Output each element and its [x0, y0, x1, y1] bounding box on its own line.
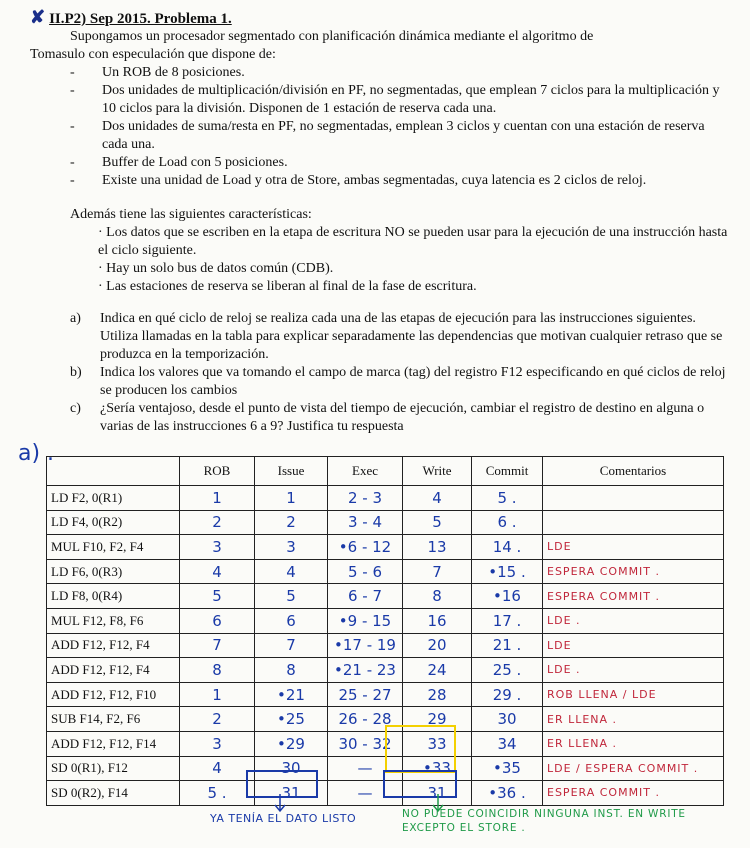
- instruction-args: F8, 0(R4): [71, 588, 123, 604]
- instruction-op: SUB: [51, 711, 77, 727]
- header-write: Write: [403, 457, 472, 486]
- write-cell: 13: [403, 535, 472, 560]
- instruction-op: MUL: [51, 612, 80, 628]
- question-label: a): [70, 311, 81, 326]
- commit-cell: 17 .: [472, 608, 543, 633]
- highlight-yellow-box: [385, 725, 456, 773]
- commit-cell: 34: [472, 731, 543, 756]
- instruction-args: F12, F8, F6: [82, 612, 144, 628]
- instruction-cell: [47, 707, 180, 732]
- table-row: [47, 584, 724, 609]
- questions-list: [30, 310, 730, 436]
- question-text: Indica los valores que va tomando el campo de marca (tag) del registro F12 especificando en qué ciclos de reloj se producen los cambios: [100, 365, 726, 398]
- table-row: [47, 510, 724, 535]
- rob-cell: 1: [180, 682, 255, 707]
- header-exec: Exec: [328, 457, 403, 486]
- rob-cell: 5: [180, 584, 255, 609]
- table-row: [47, 682, 724, 707]
- spec-item: - Dos unidades de suma/resta en PF, no segmentadas, emplean 3 ciclos y cuentan con una estación de reserva cada una.: [70, 118, 730, 154]
- exec-cell: 3 - 4: [328, 510, 403, 535]
- issue-cell: 6: [255, 608, 328, 633]
- comment-cell: ROB LLENA / LDE: [543, 682, 724, 707]
- exec-cell: —: [328, 781, 403, 806]
- issue-cell: •29: [255, 731, 328, 756]
- instruction-cell: [47, 584, 180, 609]
- rob-cell: 4: [180, 756, 255, 781]
- instruction-args: F12, F12, F14: [82, 735, 157, 751]
- instruction-args: F2, 0(R1): [71, 489, 123, 505]
- note-data-ready: YA TENÍA EL DATO LISTO: [210, 812, 357, 825]
- exec-cell: 26 - 28: [328, 707, 403, 732]
- exec-cell: •17 - 19: [328, 633, 403, 658]
- instruction-cell: [47, 756, 180, 781]
- instruction-op: ADD: [51, 735, 80, 751]
- commit-cell: 29 .: [472, 682, 543, 707]
- question-label: c): [70, 401, 81, 416]
- write-cell: •33: [403, 756, 472, 781]
- spec-item: - Buffer de Load con 5 posiciones.: [70, 154, 730, 172]
- commit-cell: 5 .: [472, 486, 543, 511]
- comment-cell: [543, 486, 724, 511]
- issue-cell: 7: [255, 633, 328, 658]
- comment-cell: ESPERA COMMIT .: [543, 781, 724, 806]
- instruction-cell: [47, 510, 180, 535]
- comment-cell: LDE .: [543, 608, 724, 633]
- answer-label: a) .: [18, 441, 55, 466]
- header-instruction: [47, 457, 180, 486]
- commit-cell: •15 .: [472, 559, 543, 584]
- commit-cell: •16: [472, 584, 543, 609]
- commit-cell: 21 .: [472, 633, 543, 658]
- header-issue: Issue: [255, 457, 328, 486]
- comment-cell: LDE .: [543, 658, 724, 683]
- features-title: Además tiene las siguientes características:: [70, 207, 312, 222]
- instruction-cell: [47, 731, 180, 756]
- issue-cell: 30: [255, 756, 328, 781]
- instruction-cell: [47, 633, 180, 658]
- rob-cell: 6: [180, 608, 255, 633]
- problem-statement: [30, 8, 730, 436]
- issue-cell: 31: [255, 781, 328, 806]
- rob-cell: 1: [180, 486, 255, 511]
- issue-cell: 3: [255, 535, 328, 560]
- exec-cell: •21 - 23: [328, 658, 403, 683]
- instruction-cell: [47, 608, 180, 633]
- instruction-op: ADD: [51, 686, 80, 702]
- intro-line-2: Tomasulo con especulación que dispone de:: [30, 47, 276, 62]
- instruction-op: SD: [51, 784, 68, 800]
- write-cell: 7: [403, 559, 472, 584]
- instruction-args: F6, 0(R3): [71, 563, 123, 579]
- issue-cell: 1: [255, 486, 328, 511]
- instruction-args: F12, F12, F4: [82, 661, 150, 677]
- question-text: ¿Sería ventajoso, desde el punto de vista del tiempo de ejecución, cambiar el registro de destino en alguna o varias de las instrucciones 6 a 9? Justifica tu respuesta: [100, 401, 705, 434]
- question-text: Indica en qué ciclo de reloj se realiza cada una de las etapas de ejecución para las instrucciones siguientes. Utiliza llamadas en la tabla para explicar separadamente las dependencias que motivan cualquier retraso que se produzca en la temporización.: [100, 311, 723, 362]
- question-a: [70, 310, 730, 364]
- issue-cell: 2: [255, 510, 328, 535]
- spec-list: [30, 64, 730, 190]
- features-list: [98, 224, 730, 296]
- arrow-down-icon: [270, 794, 290, 814]
- write-cell: 31: [403, 781, 472, 806]
- question-label: b): [70, 365, 82, 380]
- exec-cell: 2 - 3: [328, 486, 403, 511]
- write-cell: 24: [403, 658, 472, 683]
- issue-cell: 5: [255, 584, 328, 609]
- instruction-cell: [47, 781, 180, 806]
- comment-cell: LDE: [543, 633, 724, 658]
- intro-line-1: Supongamos un procesador segmentado con planificación dinámica mediante el algoritmo de: [70, 29, 594, 44]
- comment-cell: ESPERA COMMIT .: [543, 559, 724, 584]
- commit-cell: 30: [472, 707, 543, 732]
- instruction-op: LD: [51, 489, 69, 505]
- instruction-args: F4, 0(R2): [71, 514, 123, 530]
- instruction-args: F12, F12, F4: [82, 637, 150, 653]
- commit-cell: 6 .: [472, 510, 543, 535]
- header-commit: Commit: [472, 457, 543, 486]
- instruction-op: ADD: [51, 637, 80, 653]
- table-header-row: [47, 457, 724, 486]
- commit-cell: 25 .: [472, 658, 543, 683]
- feature-item: · Los datos que se escriben en la etapa de escritura NO se pueden usar para la ejecución de una instrucción hasta el ciclo siguiente.: [98, 225, 728, 258]
- rob-cell: 3: [180, 731, 255, 756]
- exec-cell: •6 - 12: [328, 535, 403, 560]
- issue-cell: •25: [255, 707, 328, 732]
- exec-cell: •9 - 15: [328, 608, 403, 633]
- feature-item: · Hay un solo bus de datos común (CDB).: [98, 261, 334, 276]
- write-cell: 5: [403, 510, 472, 535]
- instruction-op: LD: [51, 514, 69, 530]
- instruction-args: F12, F12, F10: [82, 686, 157, 702]
- instruction-op: MUL: [51, 538, 80, 554]
- exec-cell: —: [328, 756, 403, 781]
- instruction-cell: [47, 658, 180, 683]
- issue-cell: 4: [255, 559, 328, 584]
- header-rob: ROB: [180, 457, 255, 486]
- rob-cell: 3: [180, 535, 255, 560]
- rob-cell: 5 .: [180, 781, 255, 806]
- comment-cell: LDE: [543, 535, 724, 560]
- question-b: [70, 364, 730, 400]
- instruction-op: LD: [51, 563, 69, 579]
- problem-title-text: II.P2) Sep 2015. Problema 1.: [49, 11, 232, 27]
- spec-item: - Dos unidades de multiplicación/división en PF, no segmentadas, que emplean 7 ciclos para la multiplicación y 10 ciclos para la división. Disponen de 1 estación de reserva cada una.: [70, 82, 730, 118]
- comment-cell: ER LLENA .: [543, 731, 724, 756]
- instruction-cell: [47, 535, 180, 560]
- write-cell: 28: [403, 682, 472, 707]
- commit-cell: •35: [472, 756, 543, 781]
- problem-title: [30, 8, 730, 28]
- comment-cell: LDE / ESPERA COMMIT .: [543, 756, 724, 781]
- comment-cell: ESPERA COMMIT .: [543, 584, 724, 609]
- write-cell: 4: [403, 486, 472, 511]
- instruction-cell: [47, 486, 180, 511]
- exec-cell: 5 - 6: [328, 559, 403, 584]
- instruction-cell: [47, 559, 180, 584]
- rob-cell: 2: [180, 510, 255, 535]
- instruction-args: F10, F2, F4: [82, 538, 144, 554]
- issue-cell: •21: [255, 682, 328, 707]
- write-cell: 29: [403, 707, 472, 732]
- rob-cell: 7: [180, 633, 255, 658]
- table-row: [47, 559, 724, 584]
- note-write-conflict: NO PUEDE COINCIDIR NINGUNA INST. EN WRITE EXCEPTO EL STORE .: [402, 808, 686, 834]
- rob-cell: 2: [180, 707, 255, 732]
- rob-cell: 8: [180, 658, 255, 683]
- header-comments: Comentarios: [543, 457, 724, 486]
- table-row: [47, 633, 724, 658]
- issue-cell: 8: [255, 658, 328, 683]
- instruction-cell: [47, 682, 180, 707]
- table-row: [47, 608, 724, 633]
- question-c: [70, 400, 730, 436]
- feature-item: · Las estaciones de reserva se liberan al final de la fase de escritura.: [98, 279, 477, 294]
- table-row: [47, 486, 724, 511]
- write-cell: 33: [403, 731, 472, 756]
- instruction-args: F14, F2, F6: [79, 711, 141, 727]
- spec-item: - Un ROB de 8 posiciones.: [70, 64, 730, 82]
- commit-cell: 14 .: [472, 535, 543, 560]
- rob-cell: 4: [180, 559, 255, 584]
- instruction-op: LD: [51, 588, 69, 604]
- exec-cell: 6 - 7: [328, 584, 403, 609]
- instruction-args: 0(R1), F12: [70, 760, 128, 776]
- write-cell: 20: [403, 633, 472, 658]
- instruction-op: SD: [51, 760, 68, 776]
- exec-cell: 25 - 27: [328, 682, 403, 707]
- instruction-args: 0(R2), F14: [70, 784, 128, 800]
- write-cell: 8: [403, 584, 472, 609]
- commit-cell: •36 .: [472, 781, 543, 806]
- cross-mark-icon: ✘: [30, 7, 46, 27]
- comment-cell: ER LLENA .: [543, 707, 724, 732]
- table-row: [47, 535, 724, 560]
- comment-cell: [543, 510, 724, 535]
- instruction-op: ADD: [51, 661, 80, 677]
- exec-cell: 30 - 32: [328, 731, 403, 756]
- write-cell: 16: [403, 608, 472, 633]
- table-row: [47, 658, 724, 683]
- spec-item: - Existe una unidad de Load y otra de Store, ambas segmentadas, cuya latencia es 2 ciclos de reloj.: [70, 172, 730, 190]
